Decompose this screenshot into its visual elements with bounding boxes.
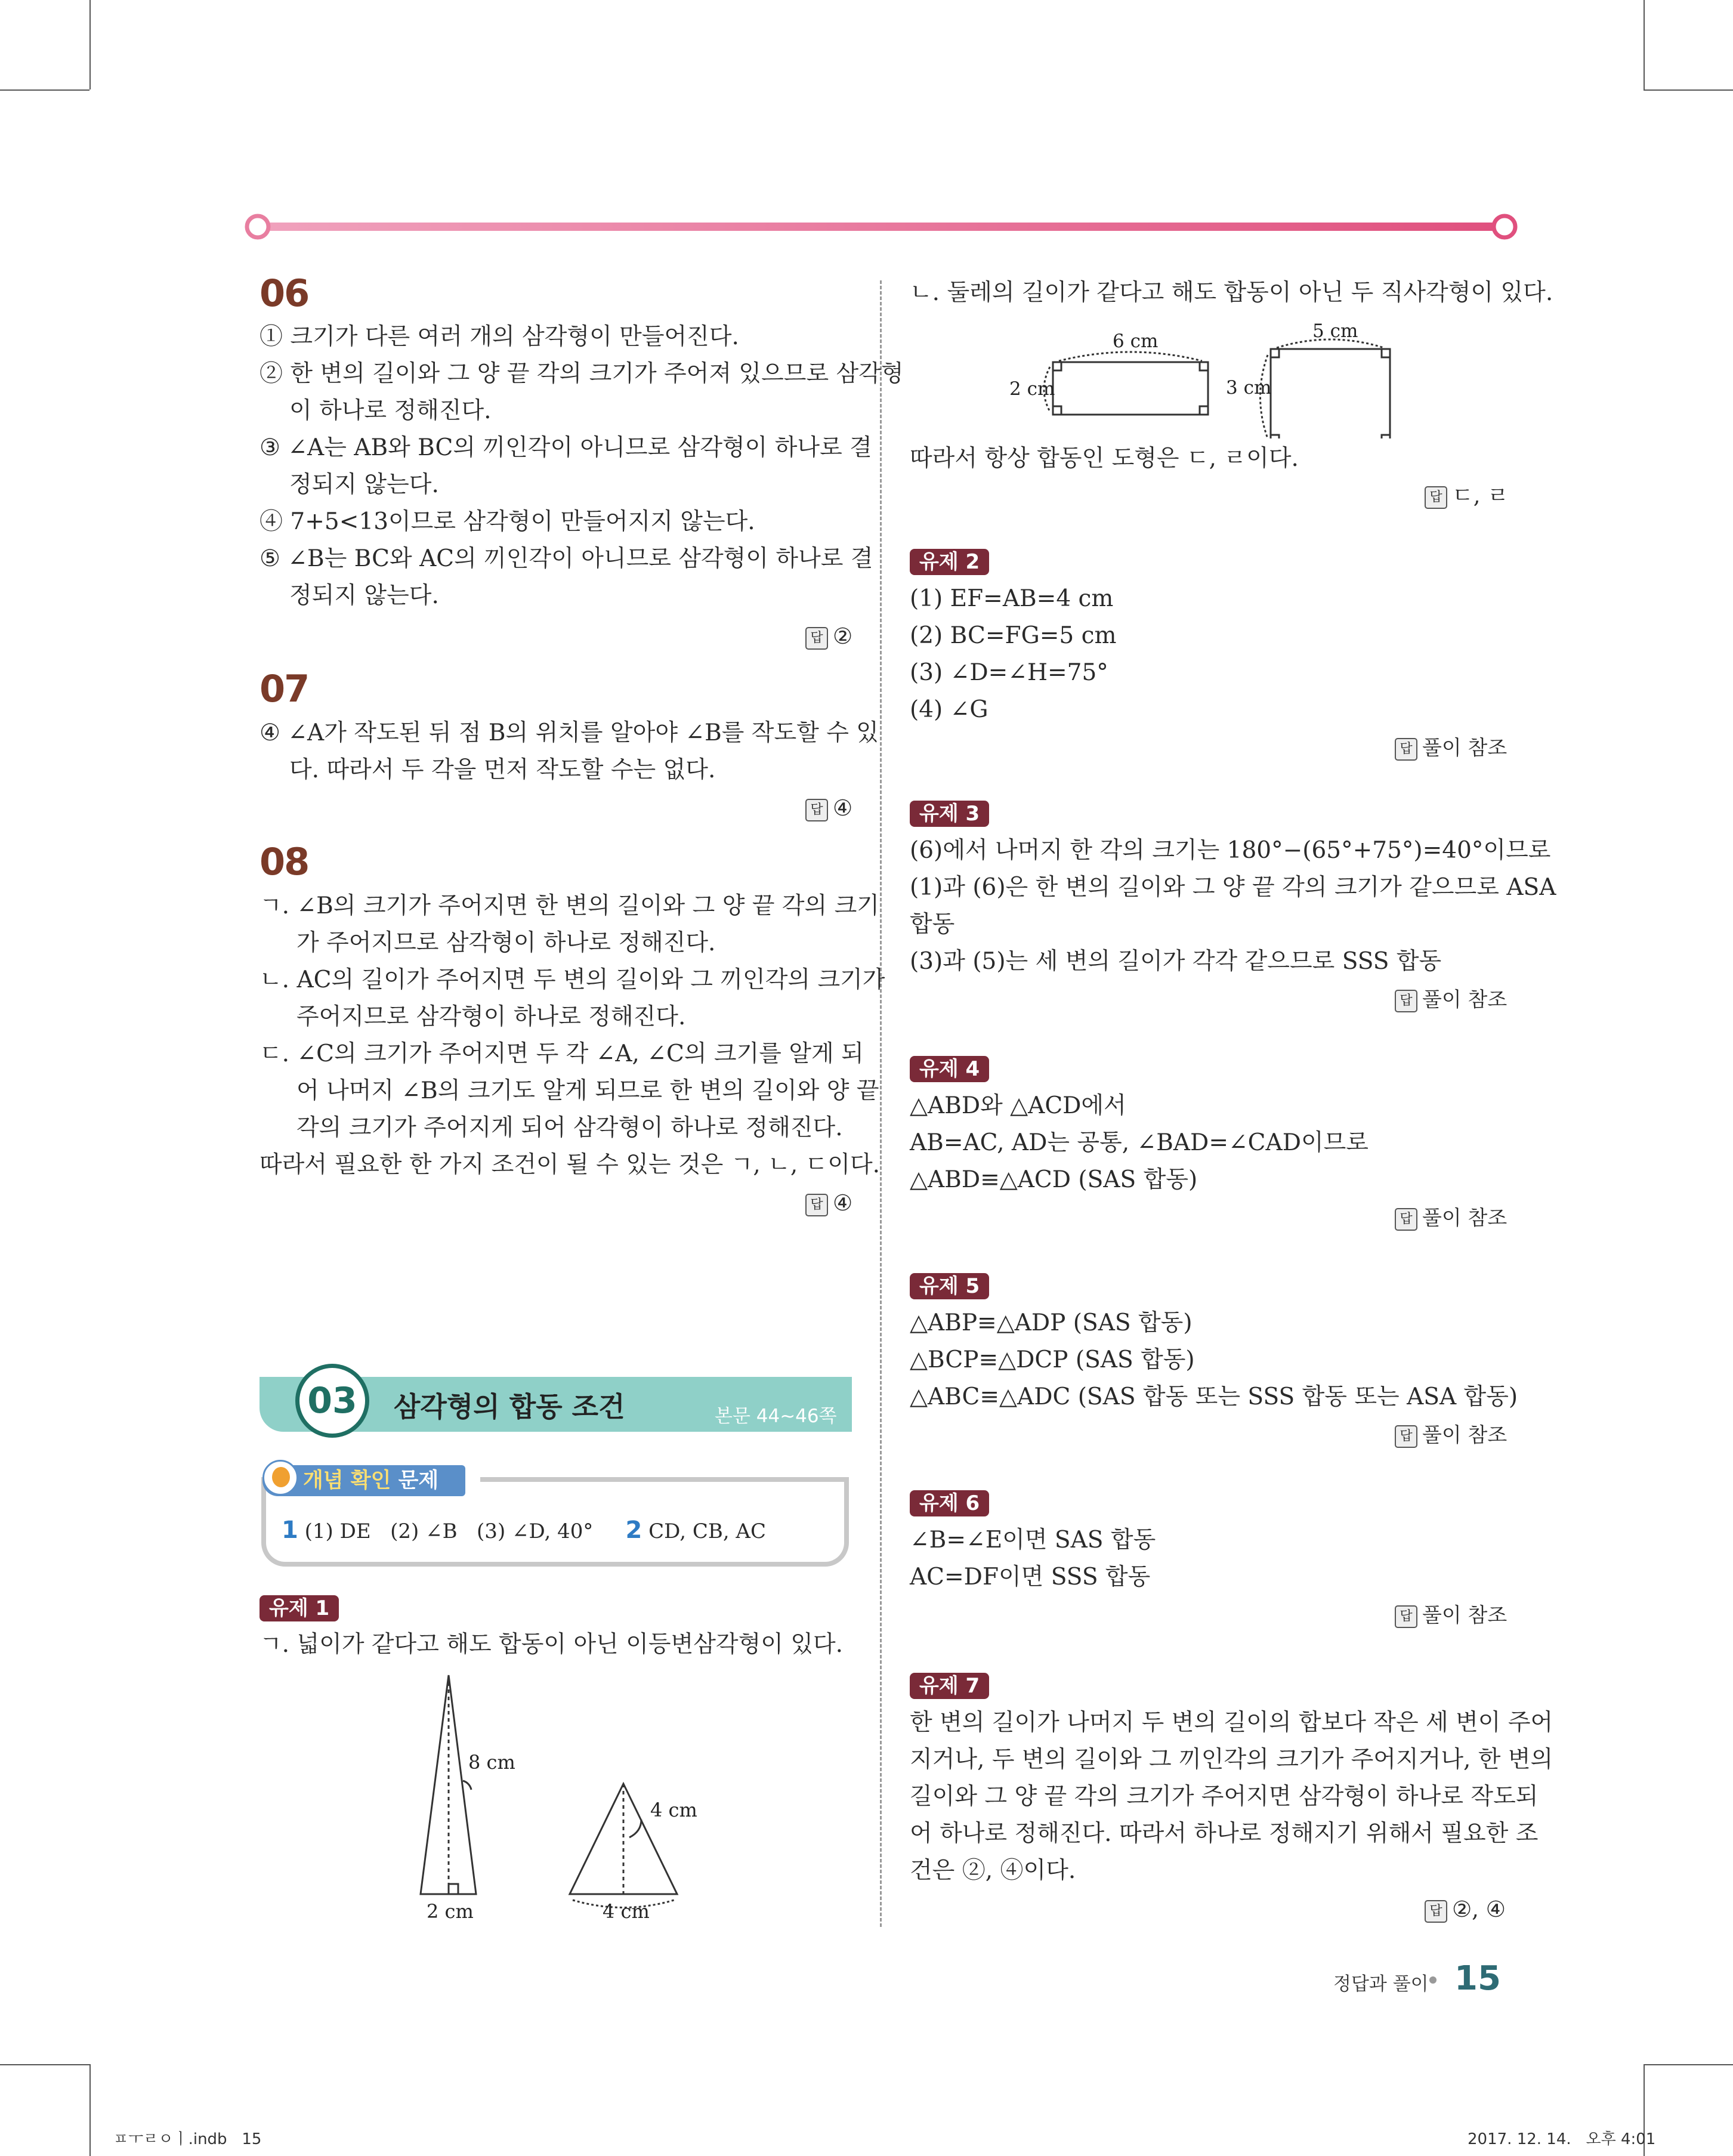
- answer-icon: 답: [805, 1194, 828, 1216]
- solution-line: △BCP≡△DCP (SAS 합동): [910, 1346, 1195, 1373]
- problem-number: 08: [260, 840, 309, 884]
- answer-icon: 답: [1395, 738, 1417, 761]
- page-number: 15: [1454, 1959, 1501, 1998]
- solution-line: 건은 ②, ④이다.: [910, 1857, 1076, 1884]
- solution-line: △ABD≡△ACD (SAS 합동): [910, 1166, 1198, 1193]
- triangle2-base-label: 4 cm: [603, 1900, 650, 1921]
- answer-icon: 답: [1395, 1605, 1417, 1628]
- solution-line: ㄴ. 둘레의 길이가 같다고 해도 합동이 아닌 두 직사각형이 있다.: [910, 279, 1553, 306]
- concept-q1-part1: (1) DE: [304, 1519, 371, 1543]
- solution-line: ㄷ. ∠C의 크기가 주어지면 두 각 ∠A, ∠C의 크기를 알게 되: [260, 1040, 864, 1067]
- answer: 답 ㄷ, ㄹ: [1425, 481, 1509, 511]
- solution-line: 길이와 그 양 끝 각의 크기가 주어지면 삼각형이 하나로 작도되: [910, 1783, 1539, 1810]
- answer: 답 풀이 참조: [1395, 1420, 1507, 1450]
- solution-line: (4) ∠G: [910, 696, 988, 723]
- solution-line: ① 크기가 다른 여러 개의 삼각형이 만들어진다.: [260, 323, 739, 350]
- problem-number: 06: [260, 271, 309, 315]
- crop-mark: [89, 2064, 91, 2156]
- concept-q1-part2: (2) ∠B: [390, 1519, 458, 1543]
- crop-mark: [0, 89, 89, 91]
- crop-mark: [89, 0, 91, 89]
- solution-line: 합동: [910, 911, 955, 938]
- solution-line: (3) ∠D=∠H=75°: [910, 659, 1108, 686]
- section-badge: 03: [295, 1364, 369, 1438]
- crop-mark: [1644, 89, 1733, 91]
- footer-dot: [1429, 1976, 1437, 1984]
- exercise-tag: 유제 6: [910, 1490, 989, 1516]
- solution-line: 어 하나로 정해진다. 따라서 하나로 정해지기 위해서 필요한 조: [910, 1820, 1539, 1847]
- answer-icon: 답: [1395, 990, 1417, 1012]
- solution-line: 정되지 않는다.: [289, 582, 439, 609]
- concept-answers: 1 (1) DE (2) ∠B (3) ∠D, 40° 2 CD, CB, AC: [282, 1516, 767, 1544]
- lightbulb-icon: [262, 1460, 298, 1496]
- solution-line: 한 변의 길이가 나머지 두 변의 길이의 합보다 작은 세 변이 주어: [910, 1709, 1553, 1736]
- solution-line: (1) EF=AB=4 cm: [910, 585, 1114, 612]
- answer: 답 풀이 참조: [1395, 733, 1507, 763]
- solution-line: 각의 크기가 주어지게 되어 삼각형이 하나로 정해진다.: [296, 1114, 843, 1141]
- solution-line: △ABC≡△ADC (SAS 합동 또는 SSS 합동 또는 ASA 합동): [910, 1383, 1518, 1410]
- rectangles-figure: [1002, 319, 1420, 438]
- exercise-tag: 유제 7: [910, 1673, 989, 1699]
- rect1-height-label: 2 cm: [1009, 378, 1055, 400]
- header-bar: [245, 212, 1518, 242]
- answer: 답 ④: [805, 793, 852, 823]
- exercise-tag: 유제 2: [910, 549, 989, 575]
- solution-line: 지거나, 두 변의 길이와 그 끼인각의 크기가 주어지거나, 한 변의: [910, 1746, 1553, 1773]
- exercise-tag: 유제 5: [910, 1273, 989, 1299]
- solution-line: 가 주어지므로 삼각형이 하나로 정해진다.: [296, 929, 716, 956]
- answer: 답 풀이 참조: [1395, 985, 1507, 1015]
- solution-line: ㄱ. ∠B의 크기가 주어지면 한 변의 길이와 그 양 끝 각의 크기: [260, 892, 879, 919]
- answer: 답 ②, ④: [1425, 1895, 1506, 1925]
- solution-line: 이 하나로 정해진다.: [289, 397, 492, 424]
- solution-line: ⑤ ∠B는 BC와 AC의 끼인각이 아니므로 삼각형이 하나로 결: [260, 545, 873, 572]
- solution-line: ② 한 변의 길이와 그 양 끝 각의 크기가 주어져 있으므로 삼각형: [260, 360, 904, 387]
- rect1-width-label: 6 cm: [1113, 330, 1159, 352]
- solution-line: ④ 7+5<13이므로 삼각형이 만들어지지 않는다.: [260, 508, 755, 535]
- answer: 답 풀이 참조: [1395, 1601, 1507, 1630]
- concept-q1-part3: (3) ∠D, 40°: [477, 1519, 594, 1543]
- problem-number: 07: [260, 667, 309, 711]
- exercise-tag: 유제 1: [260, 1595, 339, 1621]
- solution-line: (3)과 (5)는 세 변의 길이가 각각 같으므로 SSS 합동: [910, 948, 1442, 975]
- answer: 답 풀이 참조: [1395, 1203, 1507, 1233]
- solution-line: 다. 따라서 두 각을 먼저 작도할 수는 없다.: [289, 756, 716, 783]
- solution-line: ㄱ. 넓이가 같다고 해도 합동이 아닌 이등변삼각형이 있다.: [260, 1631, 844, 1658]
- answer: 답 ④: [805, 1188, 852, 1218]
- print-file-label: ㅍㅜㄹㅇㅣ.indb 15: [113, 2130, 262, 2148]
- triangle2-side-label: 4 cm: [650, 1799, 697, 1821]
- solution-line: ㄴ. AC의 길이가 주어지면 두 변의 길이와 그 끼인각의 크기가: [260, 966, 885, 993]
- exercise-tag: 유제 4: [910, 1056, 989, 1082]
- crop-mark: [1644, 0, 1645, 89]
- solution-line: 주어지므로 삼각형이 하나로 정해진다.: [296, 1003, 686, 1030]
- solution-line: ∠B=∠E이면 SAS 합동: [910, 1527, 1156, 1553]
- concept-q2: CD, CB, AC: [648, 1519, 767, 1543]
- triangle1-base-label: 2 cm: [427, 1900, 474, 1921]
- answer-icon: 답: [805, 627, 828, 650]
- triangle1-side-label: 8 cm: [468, 1751, 515, 1774]
- print-timestamp: 2017. 12. 14. 오후 4:01: [1468, 2130, 1656, 2148]
- solution-line: 정되지 않는다.: [289, 471, 439, 498]
- rect2-width-label: 5 cm: [1312, 320, 1358, 342]
- solution-line: (6)에서 나머지 한 각의 크기는 180°−(65°+75°)=40°이므로: [910, 837, 1551, 864]
- solution-line: 따라서 필요한 한 가지 조건이 될 수 있는 것은 ㄱ, ㄴ, ㄷ이다.: [260, 1151, 881, 1178]
- isosceles-triangles-figure: [406, 1664, 716, 1921]
- solution-line: AB=AC, AD는 공통, ∠BAD=∠CAD이므로: [910, 1129, 1369, 1156]
- solution-line: 어 나머지 ∠B의 크기도 알게 되므로 한 변의 길이와 양 끝: [296, 1077, 879, 1104]
- section-title: 삼각형의 합동 조건: [394, 1391, 625, 1423]
- rect2-height-label: 3 cm: [1226, 377, 1272, 399]
- solution-line: AC=DF이면 SSS 합동: [910, 1564, 1151, 1590]
- footer-label: 정답과 풀이: [1333, 1973, 1429, 1995]
- answer-icon: 답: [1425, 486, 1447, 509]
- answer: 답 ②: [805, 622, 852, 651]
- crop-mark: [0, 2064, 89, 2065]
- concept-box-topline: [480, 1477, 849, 1482]
- solution-line: (2) BC=FG=5 cm: [910, 622, 1117, 649]
- solution-line: (1)과 (6)은 한 변의 길이와 그 양 끝 각의 크기가 같으므로 ASA: [910, 874, 1556, 901]
- crop-mark: [1644, 2064, 1733, 2065]
- section-pages: 본문 44~46쪽: [715, 1406, 837, 1427]
- column-divider: [880, 280, 882, 1927]
- solution-line: ③ ∠A는 AB와 BC의 끼인각이 아니므로 삼각형이 하나로 결: [260, 434, 872, 461]
- answer-icon: 답: [1425, 1900, 1447, 1923]
- answer-icon: 답: [805, 799, 828, 821]
- answer-icon: 답: [1395, 1425, 1417, 1448]
- solution-line: △ABD와 △ACD에서: [910, 1092, 1126, 1119]
- exercise-tag: 유제 3: [910, 801, 989, 827]
- answer-icon: 답: [1395, 1208, 1417, 1231]
- solution-line: ④ ∠A가 작도된 뒤 점 B의 위치를 알아야 ∠B를 작도할 수 있: [260, 719, 879, 746]
- concept-label-text: 개념 확인 문제: [303, 1469, 439, 1493]
- solution-line: △ABP≡△ADP (SAS 합동): [910, 1309, 1193, 1336]
- solution-line: 따라서 항상 합동인 도형은 ㄷ, ㄹ이다.: [910, 445, 1299, 472]
